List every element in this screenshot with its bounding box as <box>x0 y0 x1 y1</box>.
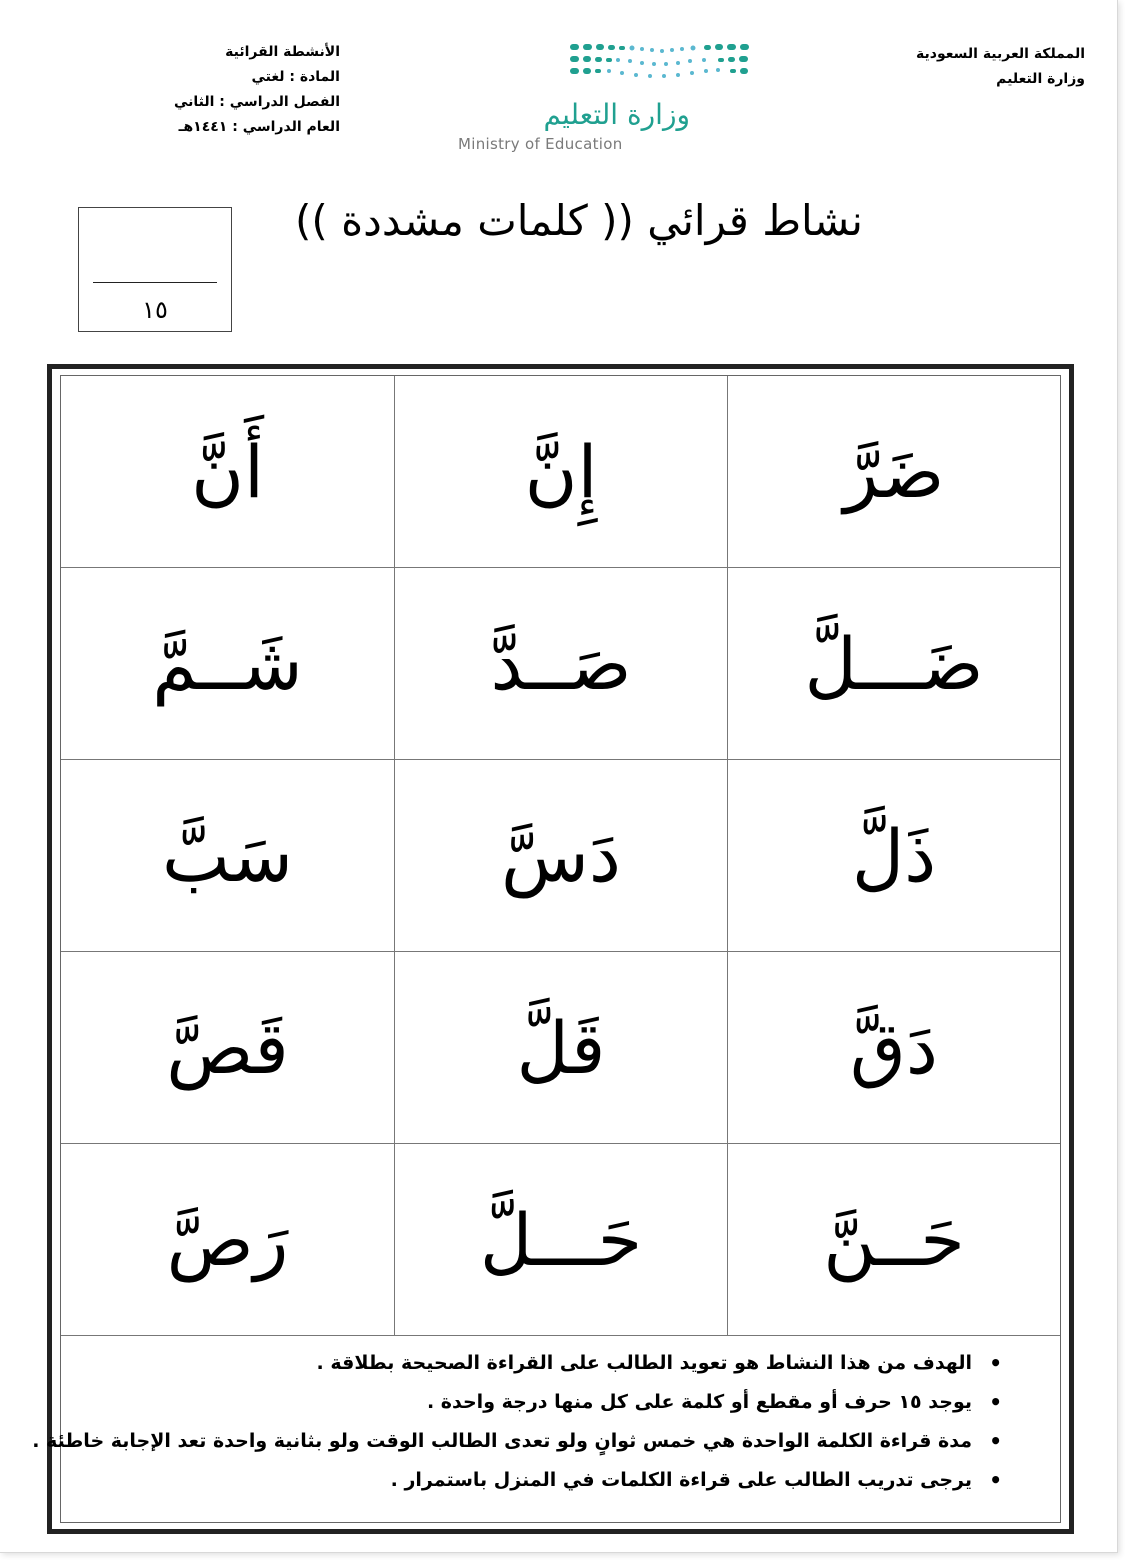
bullet-icon: • <box>989 1429 1002 1453</box>
word-cell: ضَرَّ <box>727 376 1060 568</box>
word-cell: رَصَّ <box>61 1144 394 1336</box>
header-subject: المادة : لغتي <box>251 69 340 85</box>
word-cell: قَلَّ <box>394 952 727 1144</box>
word-cell: دَقَّ <box>727 952 1060 1144</box>
score-blank-line <box>93 282 217 283</box>
logo-arabic-text: وزارة التعليم <box>543 98 690 131</box>
page-title: نشاط قرائي (( كلمات مشددة )) <box>295 196 863 245</box>
instruction-item <box>101 1383 1002 1422</box>
word-cell: إِنَّ <box>394 376 727 568</box>
word-cell: سَبَّ <box>61 760 394 952</box>
bullet-icon: • <box>989 1390 1002 1414</box>
header-activity-type: الأنشطة القرائية <box>225 44 340 60</box>
header-ministry: وزارة التعليم <box>996 71 1085 87</box>
header-country: المملكة العربية السعودية <box>916 46 1085 62</box>
instruction-text: مدة قراءة الكلمة الواحدة هي خمس ثوانٍ ولو تعدى الطالب الوقت ولو بثانية واحدة تعد الإجابة خاطئة . <box>32 1430 972 1452</box>
instruction-text: يرجى تدريب الطالب على قراءة الكلمات في المنزل باستمرار . <box>390 1469 972 1491</box>
header-country-ministry <box>916 42 1085 92</box>
word-cell: أَنَّ <box>61 376 394 568</box>
header-semester: الفصل الدراسي : الثاني <box>173 94 340 110</box>
word-cell: صَــدَّ <box>394 568 727 760</box>
words-table <box>32 375 1061 1523</box>
instructions-list <box>32 1336 1060 1500</box>
words-grid <box>61 376 1060 1336</box>
instruction-item <box>101 1461 1002 1500</box>
bullet-icon: • <box>989 1468 1002 1492</box>
header-activity-info <box>150 40 340 140</box>
header-year: العام الدراسي : ١٤٤١هـ <box>178 119 340 135</box>
word-cell: ضَـــلَّ <box>727 568 1060 760</box>
word-cell: دَسَّ <box>394 760 727 952</box>
instruction-text: يوجد ١٥ حرف أو مقطع أو كلمة على كل منها درجة واحدة . <box>426 1391 972 1413</box>
words-table-frame <box>32 364 1074 1534</box>
word-cell: حَــنَّ <box>727 1144 1060 1336</box>
word-cell: ذَلَّ <box>727 760 1060 952</box>
score-total: ١٥ <box>142 296 168 324</box>
word-cell: شَــمَّ <box>61 568 394 760</box>
instruction-item <box>101 1344 1002 1383</box>
logo-dots-icon <box>452 40 762 100</box>
bullet-icon: • <box>989 1351 1002 1375</box>
ministry-logo <box>452 40 762 155</box>
instruction-text: الهدف من هذا النشاط هو تعويد الطالب على القراءة الصحيحة بطلاقة . <box>316 1352 972 1374</box>
score-box <box>78 207 232 332</box>
word-cell: قَصَّ <box>61 952 394 1144</box>
instruction-item <box>32 1422 1002 1461</box>
logo-english-text: Ministry of Education <box>458 135 623 153</box>
word-cell: حَـــلَّ <box>394 1144 727 1336</box>
